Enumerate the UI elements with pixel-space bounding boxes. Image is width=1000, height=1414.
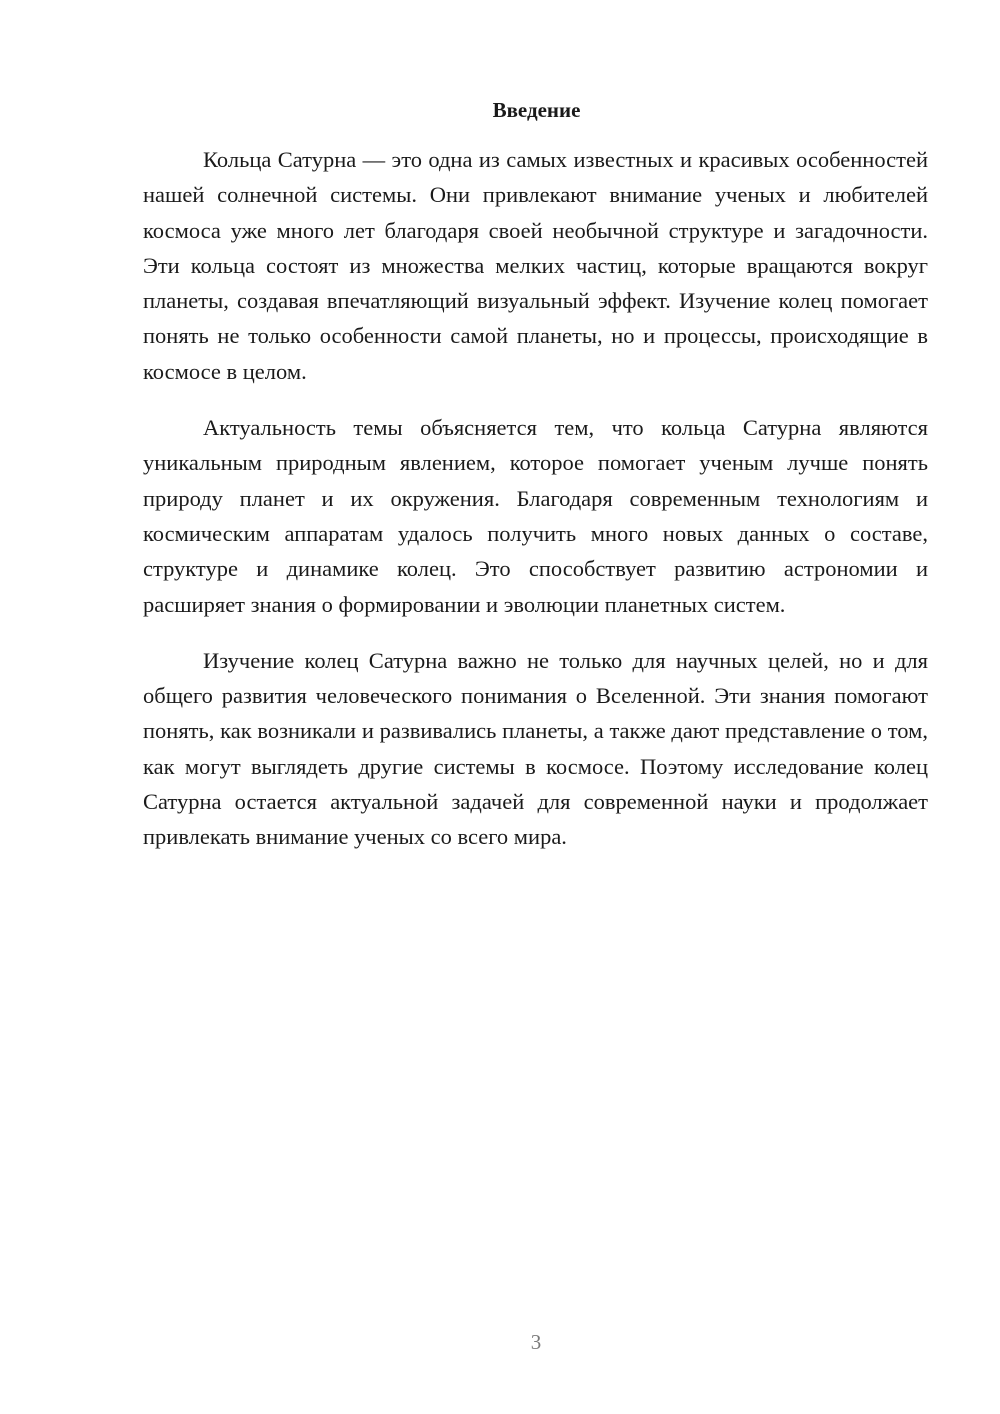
document-body [143, 94, 928, 876]
paragraph-relevance: Актуальность темы объясняется тем, что кольца Сатурна являются уникальным природным явлением, которое помогает ученым лучше понять природу планет и их окружения. Благодаря современным технологиям и космическим аппаратам удалось получить много новых данных о составе, структуре и динамике колец. Это способствует развитию астрономии и расширяет знания о формировании и эволюции планетных систем. [143, 415, 928, 617]
paragraph-intro: Кольца Сатурна — это одна из самых известных и красивых особенностей нашей солнечной системы. Они привлекают внимание ученых и любителей космоса уже много лет благодаря своей необычной структуре и загадочности. Эти кольца состоят из множества мелких частиц, которые вращаются вокруг планеты, создавая впечатляющий визуальный эффект. Изучение колец помогает понять не только особенности самой планеты, но и процессы, происходящие в космосе в целом. [143, 147, 928, 384]
section-heading: Введение [492, 98, 581, 122]
page-number: 3 [530, 1330, 542, 1354]
paragraph-importance: Изучение колец Сатурна важно не только для научных целей, но и для общего развития человеческого понимания о Вселенной. Эти знания помогают понять, как возникали и развивались планеты, а также дают представление о том, как могут выглядеть другие системы в космосе. Поэтому исследование колец Сатурна остается актуальной задачей для современной науки и продолжает привлекать внимание ученых со всего мира. [143, 647, 928, 850]
